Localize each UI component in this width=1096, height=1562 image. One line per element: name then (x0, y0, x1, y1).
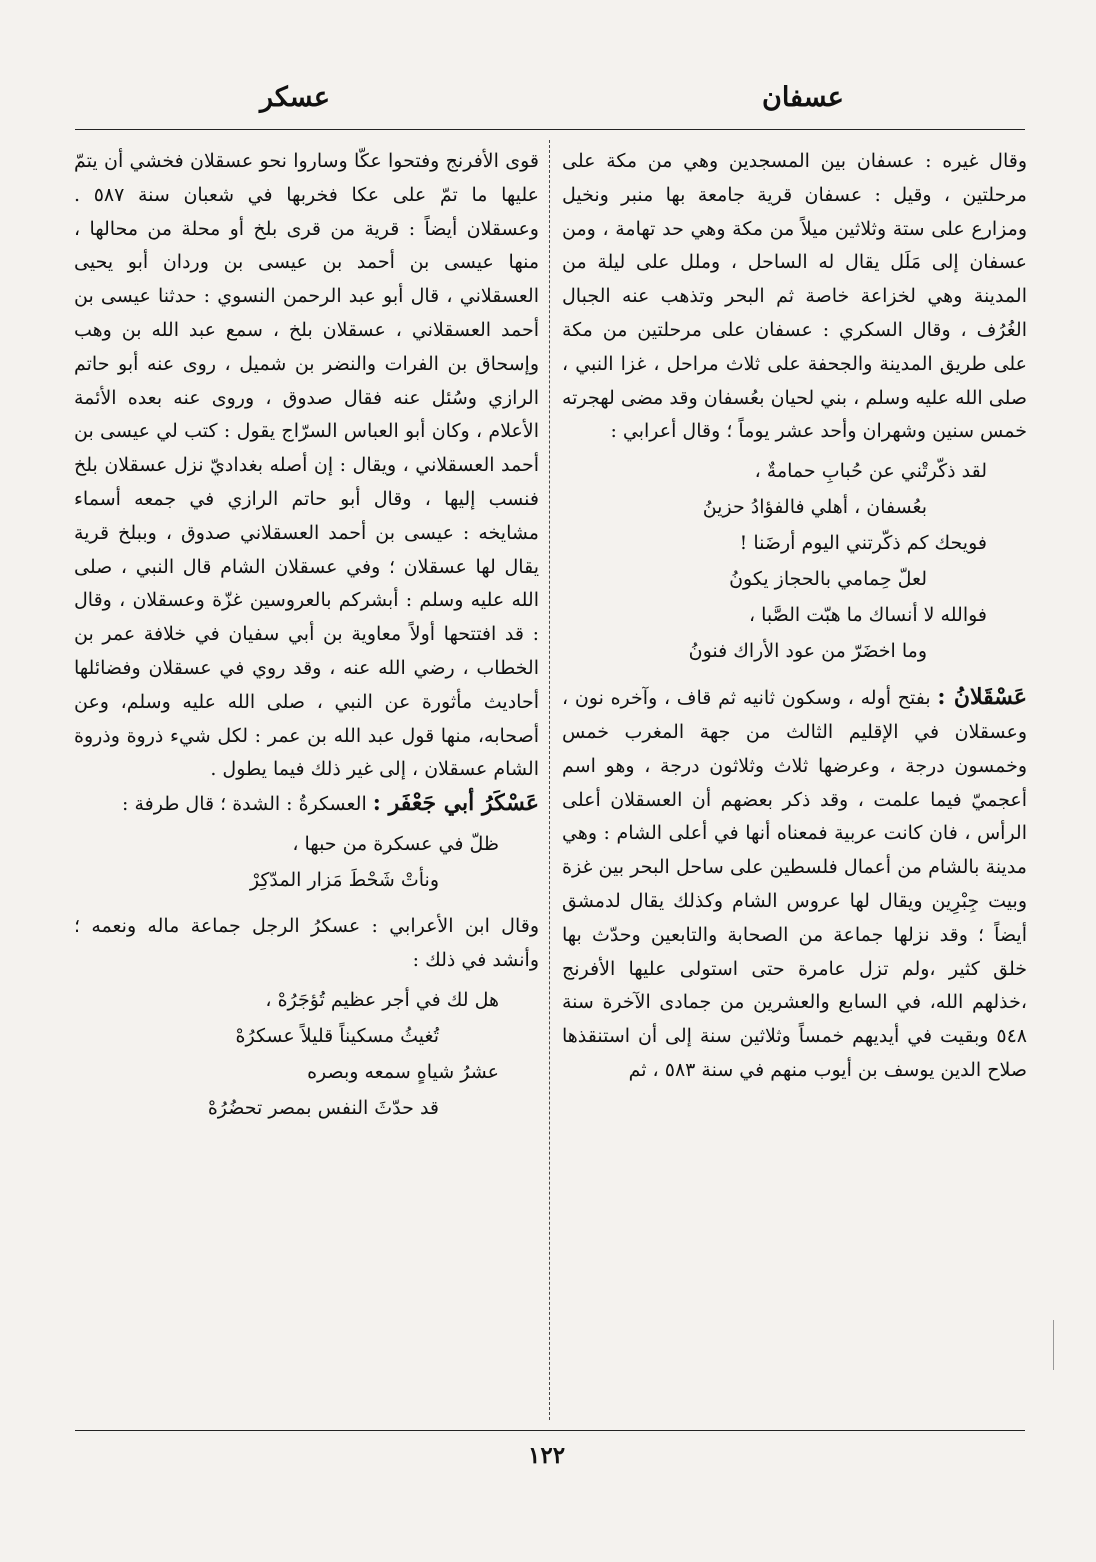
entry-headword-asqalan: عَسْقَلانُ : (937, 684, 1027, 711)
verse-line: فوالله لا أنساك ما هبّت الصَّبا ، (748, 604, 987, 627)
verse-line: هل لك في أجر عظيم تُؤجَرُهْ ، (265, 988, 499, 1011)
entry-body: العسكرةُ : الشدة ؛ قال طرفة : (122, 793, 367, 816)
verse-line: بعُسفان ، أهلي فالفؤادُ حزينُ (702, 496, 927, 519)
verse-line: وما اخضَرّ من عود الأراك فنونُ (688, 640, 927, 663)
verse-line: عشرُ شياهٍ سمعه وبصره (307, 1060, 499, 1083)
footer-rule (75, 1430, 1025, 1431)
verse-line: لقد ذكّرتْني عن حُبابِ حمامةٌ ، (754, 460, 987, 483)
left-paragraph-1: قوى الأفرنج وفتحوا عكّا وساروا نحو عسقلان فخشي أن يتمّ عليها ما تمّ على عكا فخربها في شعبان سنة ٥٨٧ . وعسقلان أيضاً : قرية من قرى بلخ أو محلة من محالها ، منها عيسى بن أحمد بن عيسى بن وردان أبو يحيى العسقلاني ، قال أبو عبد الرحمن النسوي : حدثنا عيسى بن أحمد العسقلاني ، عسقلان بلخ ، سمع عبد الله بن وهب وإسحاق بن الفرات والنضر بن شميل ، روى عنه أبو حاتم الرازي وسُئل عنه فقال صدوق ، وروى عنه بعده الأئمة الأعلام ، وكان أبو العباس السرّاج يقول : كتب لي عيسى بن أحمد العسقلاني ، ويقال : إن أصله بغداديّ نزل عسقلان بلخ فنسب إليها ، وقال أبو حاتم الرازي في جمعه أسماء مشايخه : عيسى بن أحمد العسقلاني صدوق ، وببلخ قرية يقال لها عسقلان ؛ وفي عسقلان الشام قال النبي ، صلى الله عليه وسلم : أبشركم بالعروسين غزّة وعسقلان ، وقال : قد افتتحها أولاً معاوية بن أبي سفيان في خلافة عمر بن الخطاب ، رضي الله عنه ، وقد روي في عسقلان وفضائلها أحاديث مأثورة عن النبي ، صلى الله عليه وسلم، وعن أصحابه، منها قول عبد الله بن عمر : لكل شيء ذروة وذروة الشام عسقلان ، إلى غير ذلك فيما يطول . (74, 150, 539, 781)
left-paragraph-2 (74, 787, 539, 822)
verse-line: ونأتْ شَحْطَ مَزار المدّكِرْ (249, 868, 439, 891)
verse-line: تُغيثُ مسكيناً قليلاً عسكرُهْ (235, 1024, 439, 1047)
verse-line: قد حدّثَ النفس بمصر تحضُرُهْ (207, 1096, 439, 1119)
verse-line: لعلّ حِمامي بالحجاز يكونُ (729, 568, 927, 591)
left-column (74, 145, 539, 1138)
left-poem-2 (74, 982, 539, 1126)
entry-body: بفتح أوله ، وسكون ثانيه ثم قاف ، وآخره نون ، وعسقلان في الإقليم الثالث من جهة المغرب خمس وخمسون درجة ، وعرضها ثلاث وثلاثون درجة ، وهو اسم أعجميّ فيما علمت ، وقد ذكر بعضهم أن العسقلان أعلى الرأس ، فان كانت عربية فمعناه أنها في أعلى الشام : وهي مدينة بالشام من أعمال فلسطين على ساحل البحر بين غزة وبيت جِبْرِين ويقال لها عروس الشام وكذلك يقال لدمشق أيضاً ؛ وقد نزلها جماعة من الصحابة والتابعين وحدّث بها خلق كثير ،ولم تزل عامرة حتى استولى عليها الأفرنج ،خذلهم الله، في السابع والعشرين من جمادى الآخرة سنة ٥٤٨ وبقيت في أيديهم خمساً وثلاثين سنة إلى أن استنقذها صلاح الدين يوسف بن أيوب منهم في سنة ٥٨٣ ، ثم (562, 687, 1027, 1081)
verse-line: ظلّ في عسكرة من حبها ، (292, 832, 499, 855)
running-header-left: عسكر (260, 82, 331, 113)
column-divider (549, 140, 550, 1420)
right-paragraph-2 (562, 681, 1027, 1088)
right-paragraph-1: وقال غيره : عسفان بين المسجدين وهي من مكة على مرحلتين ، وقيل : عسفان قرية جامعة بها منبر ونخيل ومزارع على ستة وثلاثين ميلاً من مكة وهي حد تهامة ، ومن عسفان إلى مَلَل يقال له الساحل ، وملل على ليلة من المدينة وهي لخزاعة خاصة ثم البحر وتذهب عنه الجبال الغُرُف ، وقال السكري : عسفان على مرحلتين من مكة على طريق المدينة والجحفة على ثلاث مراحل ، غزا النبي ، صلى الله عليه وسلم ، بني لحيان بعُسفان وقد مضى لهجرته خمس سنين وشهران وأحد عشر يوماً ؛ وقال أعرابي : (562, 150, 1027, 443)
right-column (562, 145, 1027, 1088)
running-header-right: عسفان (762, 82, 844, 113)
left-paragraph-3: وقال ابن الأعرابي : عسكرُ الرجل جماعة ماله ونعمه ؛ وأنشد في ذلك : (74, 914, 539, 971)
scan-edge-mark (1053, 1320, 1054, 1370)
page-number: ١٢٢ (528, 1442, 566, 1469)
verse-line: فويحك كم ذكّرتني اليوم أرضَنا ! (739, 532, 987, 555)
header-rule (75, 129, 1025, 130)
entry-headword-askar: عَسْكَرُ أبي جَعْفَر : (372, 790, 539, 817)
left-poem-1 (74, 826, 539, 898)
right-poem-1 (562, 453, 1027, 669)
